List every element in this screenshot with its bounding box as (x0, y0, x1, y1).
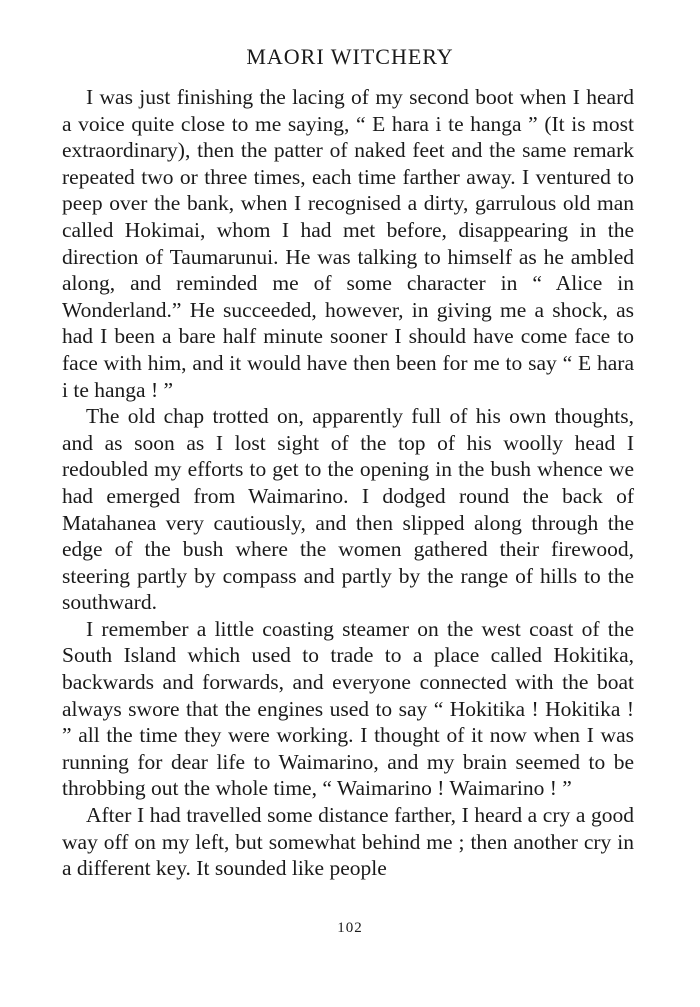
paragraph: I was just finishing the lacing of my second boot when I heard a voice quite close to me saying, “ E hara i te hanga ” (It is most extraordinary), then the patter of naked feet and the same remark repeated two or three times, each time farther away. I ventured to peep over the bank, when I recognised a dirty, garrulous old man called Hokimai, whom I had met before, disappearing in the direction of Taumarunui. He was talking to himself as he ambled along, and reminded me of some character in “ Alice in Wonderland.” He succeeded, however, in giving me a shock, as had I been a bare half minute sooner I should have come face to face with him, and it would have then been for me to say “ E hara i te hanga ! ” (62, 85, 634, 402)
paragraph: After I had travelled some distance farther, I heard a cry a good way off on my left, but somewhat behind me ; then another cry in a different key. It sounded like people (62, 803, 634, 881)
paragraph: The old chap trotted on, apparently full of his own thoughts, and as soon as I lost sight of the top of his woolly head I redoubled my efforts to get to the opening in the bush whence we had emerged from Waimarino. I dodged round the back of Matahanea very cautiously, and then slipped along through the edge of the bush where the women gathered their firewood, steering partly by compass and partly by the range of hills to the southward. (62, 404, 634, 615)
page-number: 102 (337, 920, 363, 936)
paragraph: I remember a little coasting steamer on the west coast of the South Island which used to trade to a place called Hokitika, backwards and forwards, and everyone connected with the boat always swore that the engines used to say “ Hokitika ! Hokitika ! ” all the time they were working. I thought of it now when I was running for dear life to Waimarino, and my brain seemed to be throbbing out the whole time, “ Waimarino ! Waimarino ! ” (62, 616, 634, 801)
body-text (62, 84, 634, 882)
running-head: MAORI WITCHERY (246, 44, 454, 69)
